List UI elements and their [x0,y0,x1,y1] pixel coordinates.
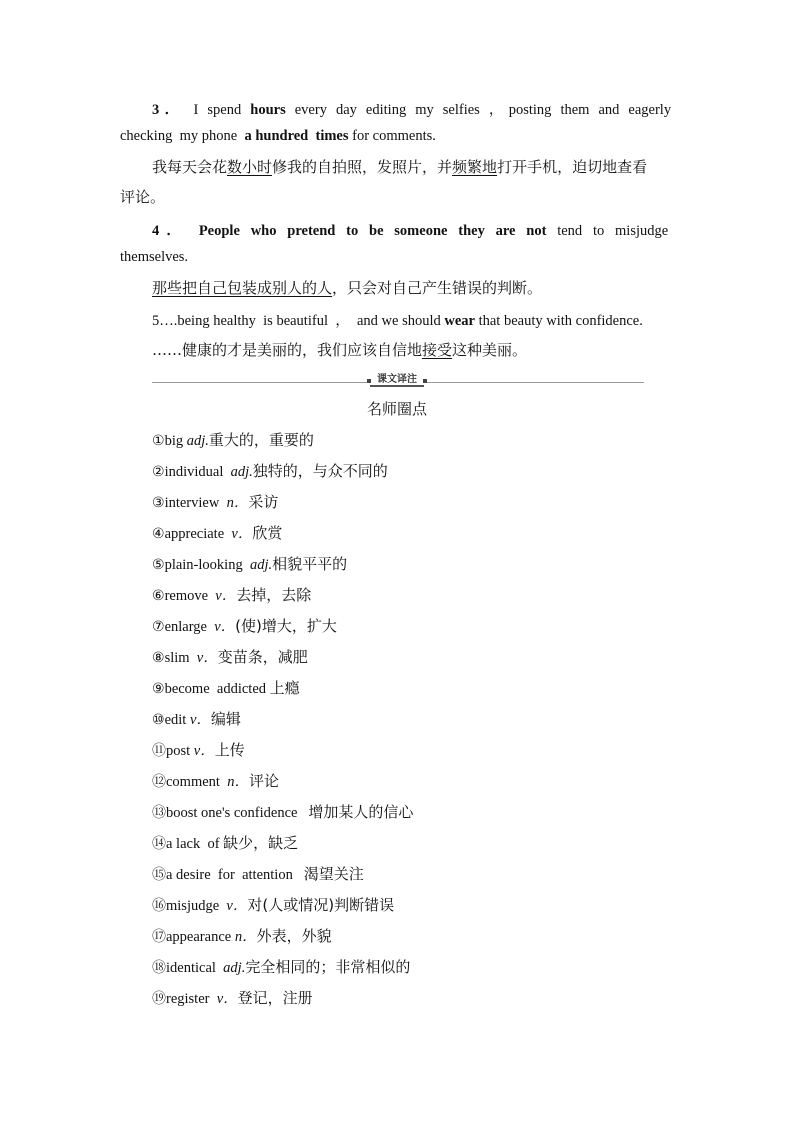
vocab-word: individual [164,464,231,480]
s3-en-text: for comments. [348,128,436,144]
vocab-num: ⑪ [152,743,166,759]
vocab-pos: v． [231,526,253,542]
vocab-num: ⑫ [152,774,166,790]
vocab-cn: 评论 [248,772,279,790]
s3-zh-underlined: 频繁地 [452,158,498,176]
s5-en-text: that beauty with confidence. [474,313,643,329]
vocab-cn: 编辑 [210,710,241,728]
vocab-num: ⑧ [152,650,165,666]
vocab-item [152,894,394,915]
vocab-cn: 缺少，缺乏 [223,834,299,852]
vocab-item [152,801,413,822]
s3-word: I [193,102,199,118]
s3-zh-text: 我每天会花 [152,158,228,176]
vocab-num: ② [152,464,165,480]
vocab-cn: 渴望关注 [303,865,364,883]
vocab-item [152,925,332,946]
s4-word: are [495,223,516,239]
s3-en-bold: a hundred times [244,128,349,144]
vocab-word: comment [166,774,228,790]
vocab-pos: v． [214,619,236,635]
s3-zh-text: 修我的自拍照，发照片，并 [272,158,453,176]
s3-word: eagerly [628,102,672,118]
s4-word: misjudge [615,223,669,239]
s4-zh-text: ，只会对自己产生错误的判断。 [332,279,543,297]
vocab-num: ⑯ [152,898,166,914]
vocab-item [152,429,314,450]
vocab-item [152,832,298,853]
vocab-word: slim [164,650,197,666]
s3-zh-text: 打开手机，迫切地查看 [497,158,648,176]
s3-number: 3． [152,102,185,118]
s3-zh-line2: 评论。 [120,188,166,206]
s5-en-text: ….being healthy is beautiful ， and we should [159,313,445,329]
vocab-pos: adj. [223,960,246,976]
vocab-pos: n． [227,774,249,790]
vocab-cn: 采访 [248,493,279,511]
vocab-cn: 去掉，去除 [236,586,312,604]
vocab-pos: v． [215,588,237,604]
vocab-word: a lack of [166,836,224,852]
s4-en-line1 [152,219,668,240]
vocab-word: plain-looking [164,557,250,573]
s3-word: and [598,102,620,118]
s3-word-bold: hours [250,102,286,118]
s4-word: to [346,223,359,239]
s3-word: selfies [442,102,480,118]
s5-zh-underlined: 接受 [422,341,453,359]
vocab-pos: n． [226,495,249,511]
vocab-pos: adj. [249,557,273,573]
vocab-cn: 重大的，重要的 [208,431,314,449]
s3-en-line1 [152,98,671,119]
vocab-item [152,987,313,1008]
s4-word: not [526,223,547,239]
s5-en-line [152,309,643,330]
vocab-cn: 上传 [214,741,245,759]
s4-word: who [250,223,277,239]
s5-zh-text: ……健康的才是美丽的，我们应该自信地 [152,341,423,359]
s3-word: spend [207,102,242,118]
s3-word: editing [365,102,407,118]
s3-word: my [415,102,434,118]
s4-word: People [198,223,240,239]
vocab-word: post [166,743,194,759]
vocab-word: become addicted [164,681,270,697]
s3-zh-line1 [152,156,647,177]
vocab-num: ⑱ [152,960,166,976]
s4-en-line2: themselves. [120,249,189,265]
vocab-num: ⑰ [152,929,166,945]
vocab-num: ⑥ [152,588,165,604]
vocab-pos: v． [226,898,248,914]
s4-word: tend [557,223,583,239]
s4-word: to [592,223,605,239]
divider-label-bar [370,385,424,387]
vocab-word: appearance [166,929,235,945]
vocab-num: ⑩ [152,712,165,728]
vocab-item [152,956,410,977]
s4-zh-line [152,277,542,298]
divider-label [368,372,426,388]
vocab-num: ① [152,433,165,449]
vocab-pos: v． [216,991,238,1007]
vocab-pos: v． [193,743,215,759]
s4-word: pretend [287,223,336,239]
s3-word: ，posting [488,102,552,118]
vocab-word: boost one's confidence [166,805,309,821]
vocab-cn: 上瘾 [269,679,300,697]
vocab-cn: 独特的，与众不同的 [252,462,388,480]
vocab-item [152,770,279,791]
vocab-pos: n． [234,929,257,945]
s5-en-bold: wear [444,313,475,329]
s3-word: every [294,102,327,118]
vocab-cn: (使)增大，扩大 [235,617,337,635]
vocab-item [152,553,347,574]
vocab-item [152,739,245,760]
vocab-pos: adj. [186,433,209,449]
vocab-word: identical [166,960,224,976]
vocab-item [152,677,300,698]
vocab-item [152,460,388,481]
vocab-word: misjudge [166,898,227,914]
s5-zh-line [152,339,527,360]
s3-word: day [335,102,357,118]
s3-en-line2 [120,128,436,145]
vocab-num: ⑬ [152,805,166,821]
s4-zh-underlined: 那些把自己包装成别人的人 [152,279,333,297]
vocab-item [152,646,308,667]
s3-word: them [560,102,590,118]
vocab-num: ⑦ [152,619,165,635]
vocab-item [152,708,241,729]
vocab-num: ⑭ [152,836,166,852]
s4-word: someone [394,223,448,239]
vocab-num: ③ [152,495,165,511]
vocab-item [152,522,282,543]
vocab-item [152,615,337,636]
vocab-num: ⑲ [152,991,166,1007]
vocab-cn: 相貌平平的 [272,555,348,573]
vocab-cn: 登记，注册 [237,989,313,1007]
vocab-word: interview [164,495,227,511]
divider-label-text: 课文译注 [377,374,417,385]
vocab-num: ⑨ [152,681,165,697]
s5-zh-text: 这种美丽。 [452,341,528,359]
s5-number: 5 [152,313,160,329]
vocab-word: a desire for attention [166,867,304,883]
vocab-pos: adj. [230,464,253,480]
vocab-pos: v． [189,712,211,728]
vocab-cn: 外表，外貌 [256,927,332,945]
s4-word: be [369,223,384,239]
section-heading: 名师圈点 [366,400,427,418]
vocab-word: remove [164,588,216,604]
vocab-word: edit [164,712,190,728]
vocab-num: ⑮ [152,867,166,883]
s4-number: 4． [152,223,189,239]
s3-zh-underlined: 数小时 [227,158,273,176]
s3-en-text: checking my phone [120,128,245,144]
vocab-cn: 欣赏 [252,524,283,542]
vocab-cn: 变苗条，减肥 [217,648,308,666]
vocab-word: enlarge [164,619,215,635]
vocab-word: big [164,433,187,449]
vocab-cn: 完全相同的；非常相似的 [245,958,411,976]
vocab-pos: v． [196,650,218,666]
vocab-item [152,863,364,884]
vocab-num: ⑤ [152,557,165,573]
s4-word: they [458,223,485,239]
vocab-item [152,584,311,605]
vocab-num: ④ [152,526,165,542]
vocab-item [152,491,278,512]
vocab-cn: 对(人或情况)判断错误 [247,896,395,914]
vocab-cn: 增加某人的信心 [308,803,414,821]
vocab-word: register [166,991,217,1007]
vocab-word: appreciate [164,526,232,542]
